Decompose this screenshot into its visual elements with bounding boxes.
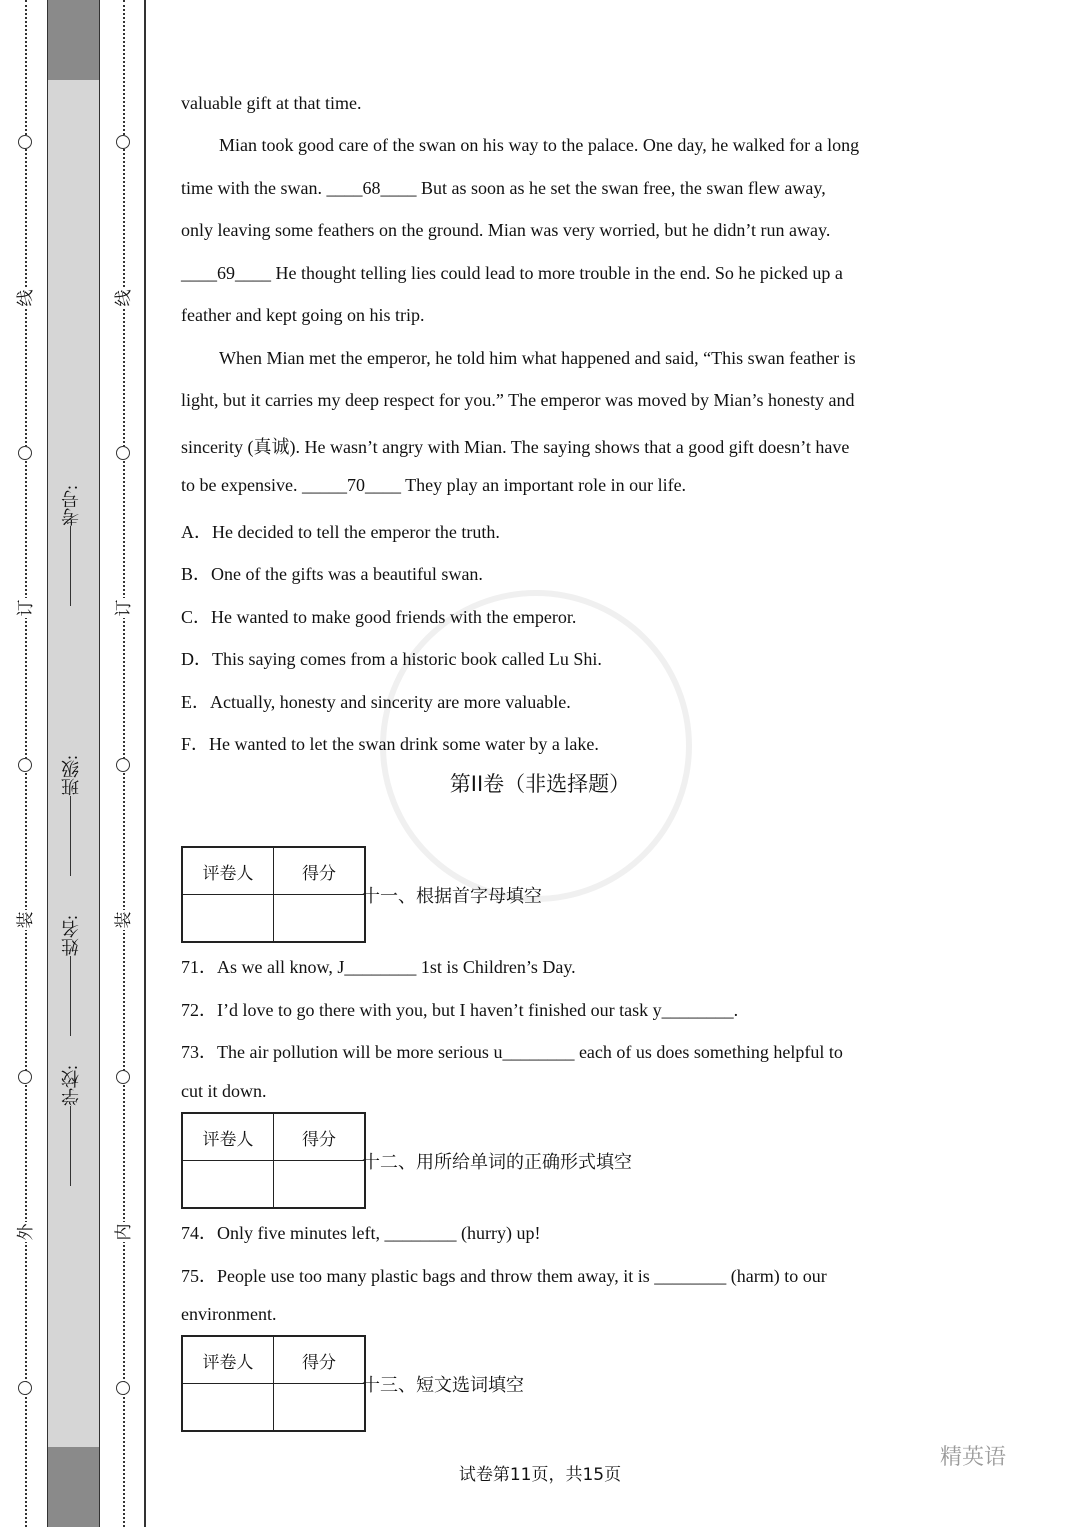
outer-mark-xian: 线 bbox=[16, 289, 35, 307]
inner-mark-zhuang: 装 bbox=[114, 911, 133, 929]
score-label: 得分 bbox=[274, 1336, 366, 1384]
question-75-cont: environment. bbox=[181, 1304, 277, 1324]
part2-title: 第II卷（非选择题） bbox=[449, 772, 631, 796]
blank-69[interactable]: ____69____ bbox=[181, 263, 271, 283]
passage-line: When Mian met the emperor, he told him what happened and said, “This swan feather is bbox=[219, 348, 856, 368]
question-73: 73．The air pollution will be more serious u________ each of us does something helpful to bbox=[181, 1042, 843, 1062]
exam-number-field: 考号: bbox=[58, 450, 90, 610]
grader-cell[interactable] bbox=[182, 1384, 274, 1432]
binding-circle bbox=[18, 1070, 32, 1084]
passage-line: only leaving some feathers on the ground. Mian was very worried, but he didn’t run away. bbox=[181, 220, 831, 240]
option-e: E．Actually, honesty and sincerity are more valuable. bbox=[181, 692, 571, 712]
binding-circle bbox=[116, 446, 130, 460]
watermark-text: 精英语 bbox=[940, 1445, 1007, 1470]
score-label: 得分 bbox=[274, 847, 366, 895]
option-c: C．He wanted to make good friends with the emperor. bbox=[181, 607, 577, 627]
blank-68[interactable]: ____68____ bbox=[326, 178, 417, 198]
passage-line: ____69____ He thought telling lies could lead to more trouble in the end. So he picked up a bbox=[181, 263, 843, 283]
section-11-title: 十一、根据首字母填空 bbox=[362, 886, 542, 907]
score-cell[interactable] bbox=[274, 1384, 366, 1432]
passage-line: feather and kept going on his trip. bbox=[181, 305, 425, 325]
binding-circle bbox=[18, 446, 32, 460]
section-12-title: 十二、用所给单词的正确形式填空 bbox=[362, 1152, 632, 1173]
score-cell[interactable] bbox=[274, 1161, 366, 1209]
grader-cell[interactable] bbox=[182, 895, 274, 943]
grader-label: 评卷人 bbox=[182, 847, 274, 895]
inner-mark-ding: 订 bbox=[114, 599, 133, 617]
option-f: F．He wanted to let the swan drink some water by a lake. bbox=[181, 734, 599, 754]
option-b: B．One of the gifts was a beautiful swan. bbox=[181, 564, 483, 584]
score-label: 得分 bbox=[274, 1113, 366, 1161]
name-field: 姓名: bbox=[58, 850, 90, 1040]
question-71: 71．As we all know, J________ 1st is Children’s Day. bbox=[181, 957, 576, 977]
option-a: A．He decided to tell the emperor the truth. bbox=[181, 522, 500, 542]
blank-70[interactable]: _____70____ bbox=[301, 475, 401, 495]
gray-band-bottom bbox=[47, 1447, 100, 1527]
school-field: 学校: bbox=[58, 1000, 90, 1190]
question-73-cont: cut it down. bbox=[181, 1081, 267, 1101]
section-13-title: 十三、短文选词填空 bbox=[362, 1375, 524, 1396]
gutter-rule bbox=[144, 0, 146, 1527]
passage-line: time with the swan. ____68____ But as soon as he set the swan free, the swan flew away, bbox=[181, 178, 826, 198]
inner-mark-nei: 内 bbox=[114, 1223, 133, 1241]
passage-line: to be expensive. _____70____ They play an important role in our life. bbox=[181, 475, 687, 495]
grader-label: 评卷人 bbox=[182, 1336, 274, 1384]
gray-band-top bbox=[47, 0, 100, 80]
outer-mark-zhuang: 装 bbox=[16, 911, 35, 929]
question-75: 75．People use too many plastic bags and throw them away, it is ________ (harm) to our bbox=[181, 1266, 827, 1286]
outer-mark-ding: 订 bbox=[16, 599, 35, 617]
passage-line: sincerity (真诚). He wasn’t angry with Mian. The saying shows that a good gift doesn’t have bbox=[181, 437, 850, 457]
option-d: D．This saying comes from a historic book called Lu Shi. bbox=[181, 649, 602, 669]
score-table bbox=[181, 1335, 366, 1432]
passage-line: valuable gift at that time. bbox=[181, 93, 362, 113]
passage-line: light, but it carries my deep respect for you.” The emperor was moved by Mian’s honesty and bbox=[181, 390, 855, 410]
binding-circle bbox=[116, 135, 130, 149]
grader-cell[interactable] bbox=[182, 1161, 274, 1209]
outer-mark-wai: 外 bbox=[16, 1223, 35, 1241]
grader-label: 评卷人 bbox=[182, 1113, 274, 1161]
inner-mark-xian: 线 bbox=[114, 289, 133, 307]
score-cell[interactable] bbox=[274, 895, 366, 943]
binding-circle bbox=[18, 135, 32, 149]
passage-line: Mian took good care of the swan on his way to the palace. One day, he walked for a long bbox=[219, 135, 860, 155]
score-table bbox=[181, 1112, 366, 1209]
binding-circle bbox=[116, 1381, 130, 1395]
question-74: 74．Only five minutes left, ________ (hurry) up! bbox=[181, 1223, 541, 1243]
page-footer: 试卷第11页，共15页 bbox=[458, 1465, 622, 1485]
binding-circle bbox=[116, 1070, 130, 1084]
class-field: 班级: bbox=[58, 690, 90, 880]
score-table bbox=[181, 846, 366, 943]
binding-circle bbox=[18, 1381, 32, 1395]
question-72: 72．I’d love to go there with you, but I haven’t finished our task y________. bbox=[181, 1000, 739, 1020]
